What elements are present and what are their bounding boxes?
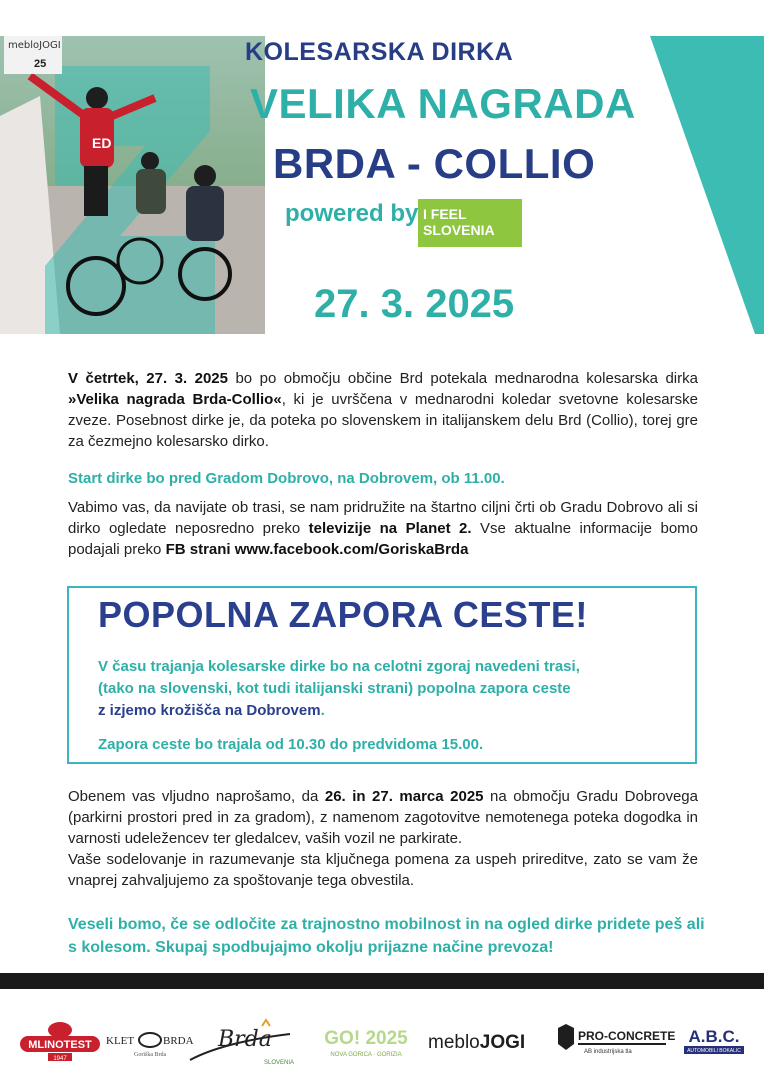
intro-text-b: , ki je uvrščena v mednarodni koledar svetovne kolesarske zveze. Posebnost dirke je, da poteka po slovenskem in italijanskem delu Brd (Collio), torej gre za čezmejno kolesarsko dirko. <box>68 391 698 450</box>
abc-name: A.B.C. <box>688 1027 740 1046</box>
closure-line-3 <box>98 700 678 722</box>
klet-sub: Goriška Brda <box>134 1052 167 1058</box>
brda-script: Brda <box>218 1027 272 1052</box>
sponsor-klet-brda-logo <box>104 1016 194 1068</box>
sponsor-pro-concrete-logo <box>554 1016 676 1068</box>
race-name: »Velika nagrada Brda-Collio« <box>68 391 282 408</box>
sponsor-brda-logo <box>186 1016 296 1068</box>
parking-paragraph <box>68 786 698 891</box>
road-closure-text <box>98 656 678 722</box>
closure-dot: . <box>320 702 325 719</box>
cyclists-photo <box>0 36 265 334</box>
sponsor-abc-logo <box>678 1016 750 1068</box>
event-title-line1: VELIKA NAGRADA <box>250 80 636 127</box>
facebook-link[interactable]: FB strani www.facebook.com/GoriskaBrda <box>165 541 469 558</box>
jersey-logo: ED <box>92 135 112 151</box>
tv-channel: televizije na Planet 2. <box>308 520 472 537</box>
klet-right: BRDA <box>163 1035 194 1047</box>
race-photo-illustration <box>0 36 265 334</box>
pro-sub: AB industrijska tla <box>584 1049 632 1055</box>
invite-text-b: Vse aktualne informacije bomo podajali preko <box>68 520 698 558</box>
abc-sub: AUTOMOBILI BOKALIC <box>687 1048 741 1054</box>
meblo-a: meblo <box>428 1032 480 1053</box>
go-title: GO! 2025 <box>324 1028 408 1049</box>
svg-text:mebloJOGI <box>428 1032 525 1053</box>
closure-line-2: (tako na slovenski, kot tudi italijanski strani) popolna zapora ceste <box>98 680 571 697</box>
invite-text-a: Vabimo vas, da navijate ob trasi, se nam pridružite na štartno ciljni črti ob Gradu Dobrovo ali si dirko ogledate neposredno preko <box>68 499 698 537</box>
powered-by-label: powered by <box>285 200 419 227</box>
thanks-text: Vaše sodelovanje in razumevanje sta ključnega pomena za uspeh prireditve, zato se vam že vnaprej zahvaljujemo za spoštovanje tega obvestila. <box>68 851 698 889</box>
parking-text-b: na območju Gradu Dobrovega (parkirni prostori pred in za gradom), z namenom zagotovitve nemotenega poteka dogodka in varnosti udeležencev ter gledalcev, vaših vozil ne parkirate. <box>68 788 698 847</box>
i-feel-slovenia-logo <box>418 199 522 247</box>
event-title-line2: BRDA - COLLIO <box>273 140 596 187</box>
closure-line-1: V času trajanja kolesarske dirke bo na celotni zgoraj navedeni trasi, <box>98 658 580 675</box>
sponsor-go2025-logo <box>314 1016 418 1068</box>
meblo-b: JOGI <box>479 1032 526 1053</box>
sponsor-mlinotest-logo <box>18 1016 102 1068</box>
footer-divider <box>0 973 764 989</box>
sponsor-meblojogi-logo <box>424 1016 544 1068</box>
sign-brand: mebloJOGI <box>8 40 61 51</box>
mlinotest-year: 1947 <box>53 1056 67 1062</box>
intro-date: V četrtek, 27. 3. 2025 <box>68 370 228 387</box>
invite-paragraph <box>68 497 698 560</box>
closure-time: Zapora ceste bo trajala od 10.30 do predvidoma 15.00. <box>98 736 484 753</box>
closure-exception: z izjemo krožišča na Dobrovem <box>98 702 321 719</box>
klet-left: KLET <box>106 1035 135 1047</box>
photo-sign <box>4 36 62 74</box>
mlinotest-name: MLINOTEST <box>28 1039 92 1051</box>
pro-name: PRO-CONCRETE <box>578 1029 676 1043</box>
event-kicker: KOLESARSKA DIRKA <box>245 38 514 66</box>
parking-text-a: Obenem vas vljudno naprošamo, da <box>68 788 325 805</box>
sign-number: 25 <box>34 58 47 70</box>
brda-sub: SLOVENIA <box>264 1060 295 1066</box>
go-sub: NOVA GORICA · GORIZIA <box>330 1052 402 1058</box>
ifs-line2: SLOVENIA <box>423 222 495 238</box>
road-closure-title: POPOLNA ZAPORA CESTE! <box>98 594 588 635</box>
intro-text-a: bo po območju občine Brd potekala mednarodna kolesarska dirka <box>227 370 698 387</box>
parking-dates: 26. in 27. marca 2025 <box>324 788 484 805</box>
ifs-line1: I FEEL <box>423 206 467 222</box>
event-date: 27. 3. 2025 <box>314 282 515 326</box>
intro-paragraph <box>68 368 698 452</box>
mobility-appeal: Veseli bomo, če se odločite za trajnostno mobilnost in na ogled dirke pridete peš ali s kolesom. Skupaj spodbujajmo okolju prijazne načine prevoza! <box>68 916 705 956</box>
start-info: Start dirke bo pred Gradom Dobrovo, na Dobrovem, ob 11.00. <box>68 470 505 487</box>
